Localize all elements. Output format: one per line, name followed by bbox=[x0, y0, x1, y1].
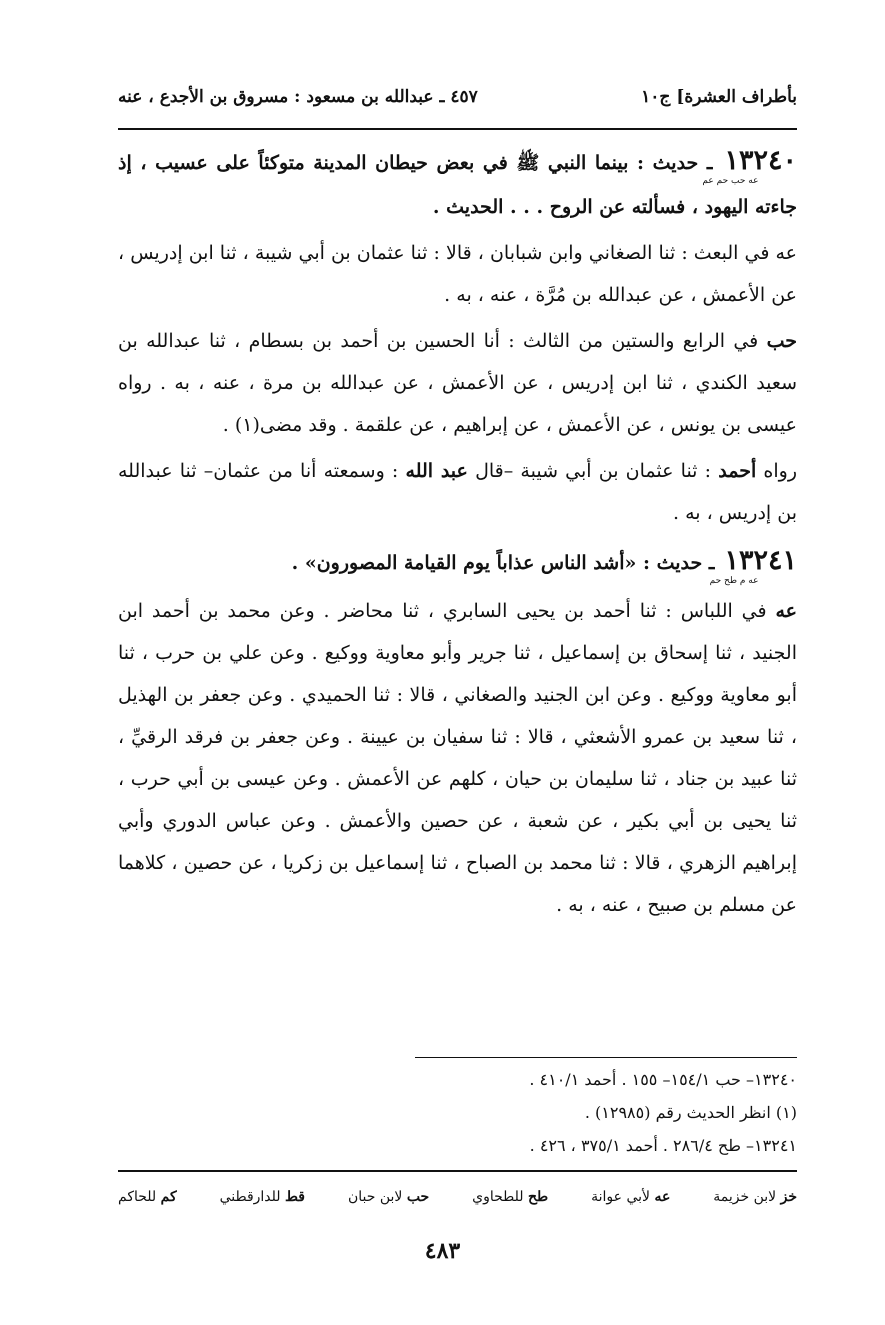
hadith-number: ١٣٢٤١ bbox=[724, 545, 797, 576]
running-header bbox=[118, 80, 797, 114]
abbreviation-legend bbox=[118, 1182, 797, 1212]
legend-item: طح للطحاوي bbox=[472, 1189, 549, 1205]
legend-rule bbox=[118, 1170, 797, 1172]
header-rule bbox=[118, 128, 797, 130]
isnad-paragraph bbox=[118, 320, 797, 446]
footnote: (١) انظر الحديث رقم (١٢٩٨٥) . bbox=[584, 1103, 797, 1122]
header-chapter: ٤٥٧ ـ عبدالله بن مسعود : مسروق بن الأجدع ، عنه bbox=[118, 87, 478, 107]
paragraph-text: رواه bbox=[763, 460, 798, 482]
source-name: أحمد bbox=[718, 460, 757, 482]
hadith-title: ـ حديث : «أشد الناس عذاباً يوم القيامة المصورون» . bbox=[291, 552, 715, 574]
isnad-paragraph: عه في البعث : ثنا الصغاني وابن شبابان ، قالا : ثنا عثمان بن أبي شيبة ، ثنا ابن إدريس ، عن الأعمش ، عن عبدالله بن مُرَّة ، عنه ، به . bbox=[118, 242, 797, 306]
sigla: عه م طح حم bbox=[709, 576, 759, 586]
hadith-number: ١٣٢٤٠ bbox=[724, 145, 797, 176]
main-text bbox=[118, 140, 797, 930]
hadith-title: ـ حديث : بينما النبي ﷺ في بعض حيطان المدينة متوكئاً على عسيب ، إذ جاءته اليهود ، فسألته عن الروح . . . الحديث . bbox=[118, 152, 797, 218]
paragraph-text: : وسمعته أنا من عثمان– ثنا عبدالله بن إدريس ، به . bbox=[118, 460, 797, 524]
paragraph-text: في اللباس : ثنا أحمد بن يحيى السابري ، ثنا محاضر . وعن محمد بن أحمد ابن الجنيد ، ثنا إسحاق بن إسماعيل ، ثنا جرير وأبو معاوية ووكيع . وعن علي بن حرب ، ثنا أبو معاوية ووكيع . وعن ابن الجنيد والصغاني ، قالا : ثنا الحميدي . وعن جعفر بن الهذيل ، ثنا سعيد بن عمرو الأشعثي ، قالا : ثنا سفيان بن عيينة . وعن جعفر بن فرقد الرقيِّ ، ثنا عبيد بن جناد ، ثنا سليمان بن حيان ، كلهم عن الأعمش . وعن عيسى بن أبي حرب ، ثنا يحيى بن أبي بكير ، عن شعبة ، عن حصين والأعمش . وعن عباس الدوري وأبي إبراهيم الزهري ، قالا : ثنا محمد بن الصباح ، ثنا إسماعيل بن زكريا ، عن حصين ، كلاهما عن مسلم بن صبيح ، عنه ، به . bbox=[118, 600, 797, 916]
isnad-paragraph bbox=[118, 590, 797, 926]
legend-item: عه لأبي عوانة bbox=[591, 1189, 671, 1205]
isnad-paragraph bbox=[118, 450, 797, 534]
footnote: ١٣٢٤١– طح ٢٨٦/٤ . أحمد ٣٧٥/١ ، ٤٢٦ . bbox=[529, 1136, 797, 1155]
paragraph-text: في الرابع والستين من الثالث : أنا الحسين بن أحمد بن بسطام ، ثنا عبدالله بن سعيد الكندي ، ثنا ابن إدريس ، عن الأعمش ، عن عبدالله بن مرة ، عنه ، به . رواه عيسى بن يونس ، عن الأعمش ، عن إبراهيم ، عن علقمة . وقد مضى(١) . bbox=[118, 330, 797, 436]
header-volume: بأطراف العشرة] ج١٠ bbox=[641, 87, 797, 107]
hadith-entry bbox=[118, 140, 797, 228]
narrator-name: عبد الله bbox=[405, 460, 468, 482]
source-code: عه bbox=[775, 600, 797, 622]
sigla: عه حب حم عم bbox=[702, 176, 759, 186]
legend-item: خز لابن خزيمة bbox=[713, 1189, 797, 1205]
footnote-rule bbox=[415, 1057, 797, 1058]
paragraph-text: : ثنا عثمان بن أبي شيبة –قال bbox=[475, 460, 712, 482]
legend-item: حب لابن حبان bbox=[347, 1189, 430, 1205]
footnote: ١٣٢٤٠– حب ١٥٤/١– ١٥٥ . أحمد ٤١٠/١ . bbox=[529, 1070, 797, 1089]
hadith-entry bbox=[118, 540, 797, 586]
legend-item: قط للدارقطني bbox=[219, 1189, 305, 1205]
legend-item: كم للحاكم bbox=[118, 1189, 177, 1205]
page-number: ٤٨٣ bbox=[424, 1238, 461, 1264]
source-code: حب bbox=[766, 330, 798, 352]
footnotes bbox=[118, 1063, 797, 1162]
